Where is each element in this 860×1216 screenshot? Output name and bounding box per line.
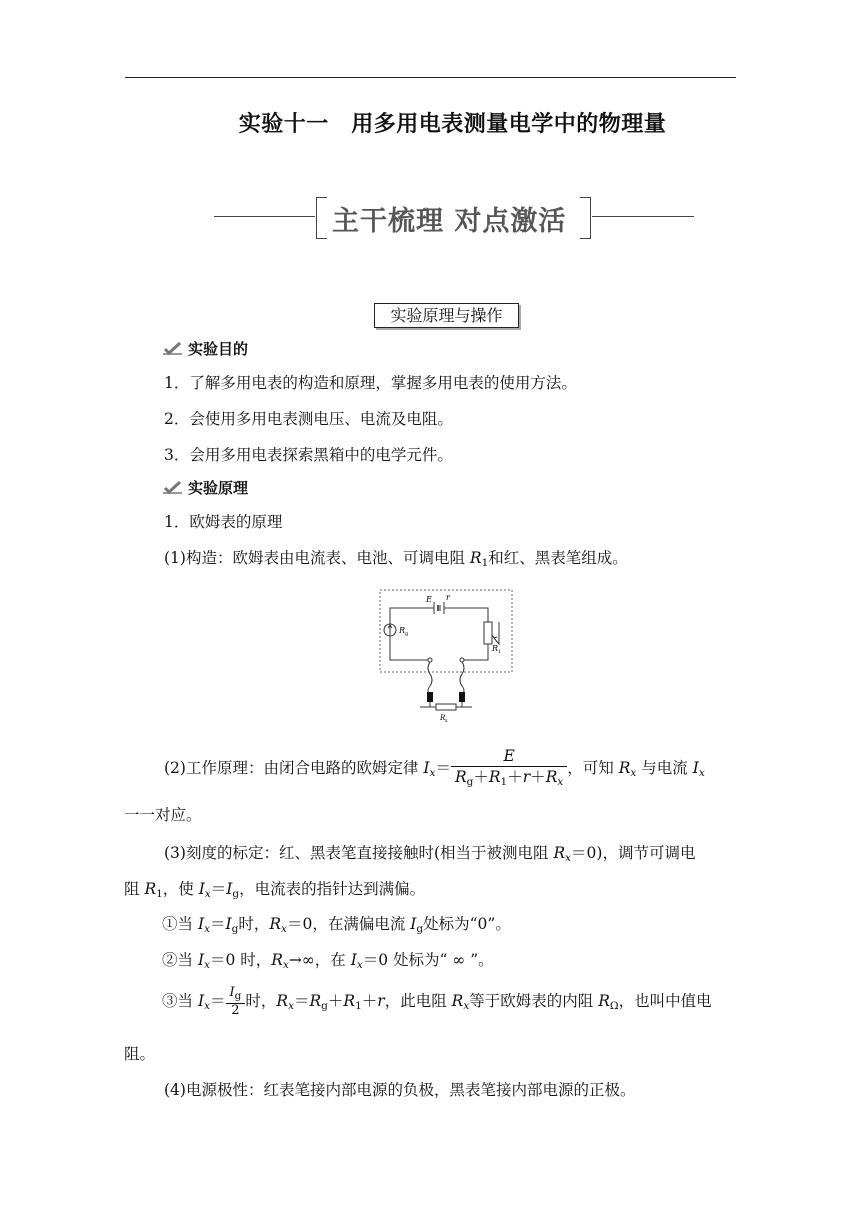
svg-text:g: g xyxy=(405,631,409,637)
banner-bracket-left xyxy=(316,197,327,239)
paragraph-polarity: (4)电源极性：红表笔接内部电源的负极，黑表笔接内部电源的正极。 xyxy=(164,1081,636,1099)
banner-rule-right xyxy=(592,216,694,217)
label-Rg: R xyxy=(399,626,406,635)
paragraph-working-principle-cont: 一一对应。 xyxy=(124,806,202,824)
calibration-case-3-cont: 阻。 xyxy=(124,1045,156,1063)
ohmmeter-circuit-diagram xyxy=(378,588,514,723)
check-pencil-icon xyxy=(162,480,184,496)
paragraph-structure: (1)构造：欧姆表由电流表、电池、可调电阻 $R_1$和红、黑表笔组成。 xyxy=(164,549,628,569)
check-pencil-icon xyxy=(162,341,184,357)
section-heading-purpose xyxy=(162,338,248,359)
svg-text:x: x xyxy=(445,719,448,723)
section-box-heading: 实验原理与操作 xyxy=(374,303,519,328)
top-rule xyxy=(125,77,736,78)
paragraph-calibration-line1: (3)刻度的标定：红、黑表笔直接接触时(相当于被测电阻 $R_x=0$)，调节可调电 xyxy=(164,844,696,864)
label-r: r xyxy=(446,593,450,602)
paragraph-calibration-line2: 阻 $R_1$，使 $I_x=I_g$，电流表的指针达到满偏。 xyxy=(124,880,426,900)
page-title: 实验十一 用多用电表测量电学中的物理量 xyxy=(238,112,667,137)
calibration-case-3: ③当 $I_x=$ $\frac{I_g}{2}$ 时，$R_x=R_g+R_1+r$，此电阻 $R_x$等于欧姆表的内阻 $R_\Omega$，也叫中值电 xyxy=(162,985,712,1018)
label-R1: R xyxy=(492,644,499,653)
purpose-item-3: 3．会用多用电表探索黑箱中的电学元件。 xyxy=(164,446,453,464)
section-heading-purpose-text: 实验目的 xyxy=(188,340,249,358)
label-Rx: R xyxy=(440,714,446,722)
purpose-item-2: 2．会使用多用电表测电压、电流及电阻。 xyxy=(164,410,453,428)
banner-rule-left xyxy=(214,216,315,217)
ohm-law-fraction: $\frac{E}{R_g+R_1+r+R_x}$ xyxy=(451,746,567,792)
purpose-item-1: 1．了解多用电表的构造和原理，掌握多用电表的使用方法。 xyxy=(164,374,577,392)
section-heading-principle-text: 实验原理 xyxy=(188,479,249,497)
calibration-case-2: ②当 $I_x=0$ 时，$R_x\to\infty$，在 $I_x=0$ 处标为“ ∞ ”。 xyxy=(162,951,494,971)
principle-item-1: 1．欧姆表的原理 xyxy=(164,513,283,531)
paragraph-working-principle: (2)工作原理：由闭合电路的欧姆定律 $I_x=$ $\frac{E}{R_g+R_1+r+R_x}$ ，可知 $R_x$ 与电流 $I_x$ xyxy=(164,746,705,792)
half-current-fraction: $\frac{I_g}{2}$ xyxy=(226,986,246,1018)
label-E: E xyxy=(426,595,432,604)
banner-title: 主干梳理 对点激活 xyxy=(332,206,567,237)
banner-bracket-right xyxy=(580,197,591,239)
section-heading-principle xyxy=(162,477,248,498)
calibration-case-1: ①当 $I_x=I_g$时，$R_x=0$，在满偏电流 $I_g$处标为“0”。 xyxy=(162,915,511,935)
svg-text:1: 1 xyxy=(498,649,502,655)
